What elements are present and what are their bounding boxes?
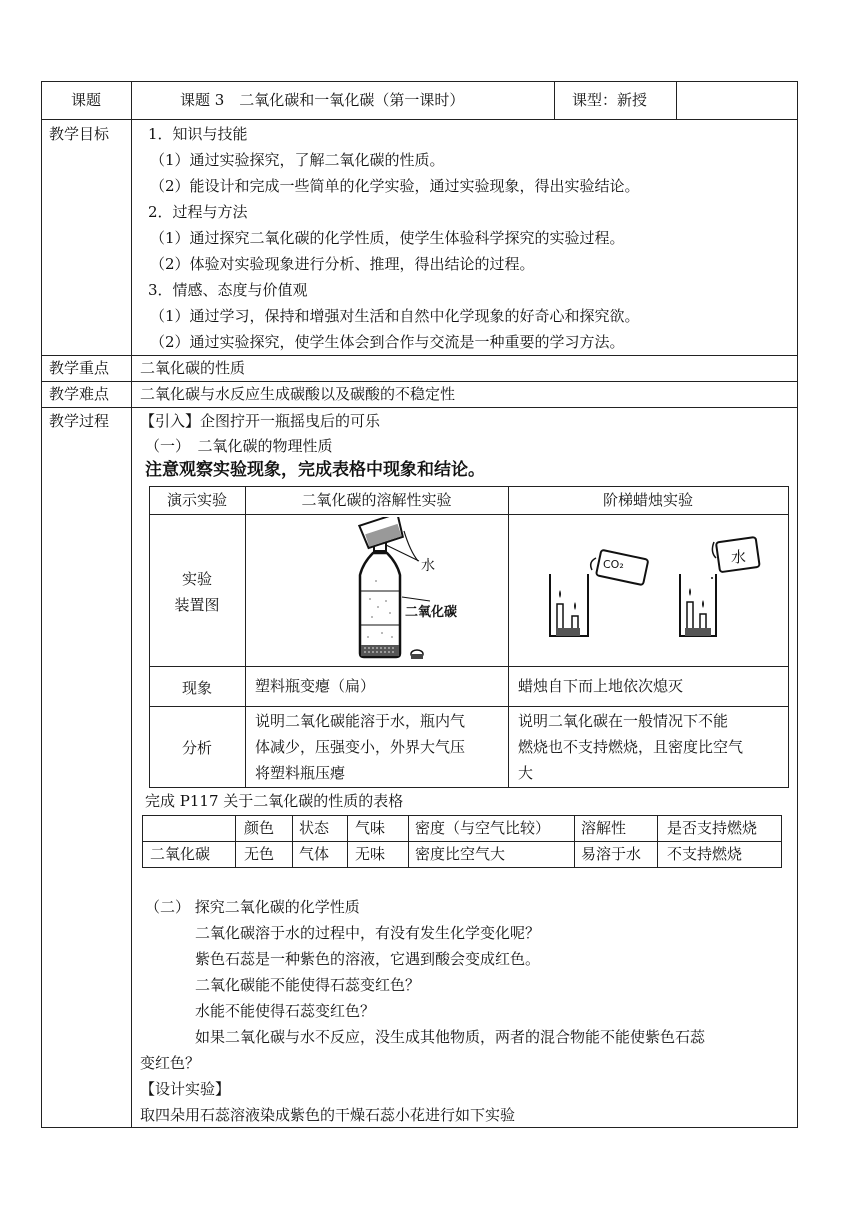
topic-title: 课题 3 二氧化碳和一氧化碳（第一课时） <box>180 91 465 109</box>
table-divider <box>554 81 555 119</box>
key-point-text: 二氧化碳的性质 <box>140 359 246 377</box>
objective-line: 3．情感、态度与价值观 <box>148 281 308 299</box>
paragraph-line: 二氧化碳溶于水的过程中，有没有发生化学变化呢？ <box>195 924 541 942</box>
analysis-1-line: 体减少，压强变小，外界大气压 <box>255 738 466 756</box>
props-header: 颜色 <box>244 819 275 837</box>
props-cell: 不支持燃烧 <box>667 845 743 863</box>
table-border-top <box>41 81 798 82</box>
intro-text: 【引入】企图拧开一瓶摇曳后的可乐 <box>140 412 381 430</box>
design-experiment-text: 取四朵用石蕊溶液染成紫色的干燥石蕊小花进行如下实验 <box>140 1106 516 1124</box>
paragraph-line: 变红色？ <box>140 1054 201 1072</box>
props-table-divider <box>142 841 782 842</box>
props-table-border <box>781 815 782 868</box>
label-difficulty: 教学难点 <box>49 385 110 403</box>
section-physical-properties: （一） 二氧化碳的物理性质 <box>145 437 333 455</box>
table-divider <box>41 407 798 408</box>
fig2-water-label: 水 <box>731 548 747 566</box>
row-apparatus-label: 装置图 <box>174 596 220 614</box>
props-table-border <box>142 815 143 868</box>
label-process: 教学过程 <box>49 412 110 430</box>
table-divider <box>41 355 798 356</box>
table-divider <box>41 381 798 382</box>
props-cell: 二氧化碳 <box>150 845 211 863</box>
phenomenon-1: 塑料瓶变瘪（扁） <box>255 677 376 695</box>
props-cell: 密度比空气大 <box>415 845 506 863</box>
props-header: 气味 <box>355 819 386 837</box>
table-border-bottom <box>41 1127 798 1128</box>
props-cell: 易溶于水 <box>581 845 642 863</box>
props-header: 密度（与空气比较） <box>415 819 551 837</box>
props-cell: 无色 <box>244 845 275 863</box>
objective-line: （2）能设计和完成一些简单的化学实验，通过实验现象，得出实验结论。 <box>150 177 640 195</box>
lesson-type: 课型：新授 <box>572 91 648 109</box>
bottle-experiment-figure <box>320 517 470 663</box>
p117-title: 完成 P117 关于二氧化碳的性质的表格 <box>145 792 404 810</box>
instruction-heading: 注意观察实验现象，完成表格中现象和结论。 <box>145 460 485 480</box>
row-analysis-label: 分析 <box>181 739 212 757</box>
props-cell: 无味 <box>355 845 386 863</box>
table-border-right <box>797 81 798 1128</box>
analysis-2-line: 燃烧也不支持燃烧，且密度比空气 <box>518 738 744 756</box>
fig1-water-label: 水 <box>421 558 435 574</box>
candle-experiment-figure <box>540 526 770 656</box>
table-divider <box>131 81 132 1128</box>
demo-exp2-title: 阶梯蜡烛实验 <box>602 491 693 509</box>
paragraph-line: 二氧化碳能不能使得石蕊变红色？ <box>195 976 421 994</box>
difficulty-text: 二氧化碳与水反应生成碳酸以及碳酸的不稳定性 <box>140 385 456 403</box>
objective-line: （2）体验对实验现象进行分析、推理，得出结论的过程。 <box>150 255 535 273</box>
demo-table-divider <box>245 486 246 788</box>
demo-table-border <box>788 486 789 788</box>
label-objectives: 教学目标 <box>49 125 110 143</box>
props-cell: 气体 <box>299 845 330 863</box>
objective-line: 2．过程与方法 <box>148 203 248 221</box>
props-header: 是否支持燃烧 <box>667 819 758 837</box>
paragraph-line: 水能不能使得石蕊变红色？ <box>195 1002 376 1020</box>
props-table-divider <box>347 815 348 868</box>
phenomenon-2: 蜡烛自下而上地依次熄灭 <box>518 677 684 695</box>
analysis-2-line: 说明二氧化碳在一般情况下不能 <box>518 712 729 730</box>
section-chemical-properties: （二） 探究二氧化碳的化学性质 <box>145 898 360 916</box>
props-header: 溶解性 <box>581 819 627 837</box>
label-topic: 课题 <box>70 91 101 109</box>
table-divider <box>41 119 798 120</box>
objective-line: （1）通过学习，保持和增强对生活和自然中化学现象的好奇心和探究欲。 <box>150 307 640 325</box>
paragraph-line: 如果二氧化碳与水不反应，没生成其他物质，两者的混合物能不能使紫色石蕊 <box>195 1028 706 1046</box>
row-apparatus-label: 实验 <box>181 570 212 588</box>
design-experiment-title: 【设计实验】 <box>140 1080 231 1098</box>
props-table-divider <box>235 815 236 868</box>
analysis-1-line: 将塑料瓶压瘪 <box>255 764 346 782</box>
table-border-left <box>41 81 42 1128</box>
analysis-1-line: 说明二氧化碳能溶于水，瓶内气 <box>255 712 466 730</box>
demo-exp1-title: 二氧化碳的溶解性实验 <box>301 491 452 509</box>
fig1-co2-label: 二氧化碳 <box>405 605 458 620</box>
objective-line: 1．知识与技能 <box>148 125 248 143</box>
props-table-border <box>142 815 782 816</box>
props-table-border <box>142 867 782 868</box>
demo-col-header: 演示实验 <box>166 491 227 509</box>
label-key-point: 教学重点 <box>49 359 110 377</box>
demo-table-divider <box>508 486 509 788</box>
analysis-2-line: 大 <box>518 764 534 782</box>
objective-line: （2）通过实验探究，使学生体会到合作与交流是一种重要的学习方法。 <box>150 333 625 351</box>
objective-line: （1）通过实验探究，了解二氧化碳的性质。 <box>150 151 445 169</box>
props-table-divider <box>574 815 575 868</box>
fig2-co2-label: CO₂ <box>603 558 624 571</box>
props-table-divider <box>292 815 293 868</box>
row-phenomenon-label: 现象 <box>181 679 212 697</box>
paragraph-line: 紫色石蕊是一种紫色的溶液，它遇到酸会变成红色。 <box>195 950 541 968</box>
props-header: 状态 <box>299 819 330 837</box>
table-divider <box>676 81 677 119</box>
props-table-divider <box>657 815 658 868</box>
objective-line: （1）通过探究二氧化碳的化学性质，使学生体验科学探究的实验过程。 <box>150 229 625 247</box>
props-table-divider <box>408 815 409 868</box>
